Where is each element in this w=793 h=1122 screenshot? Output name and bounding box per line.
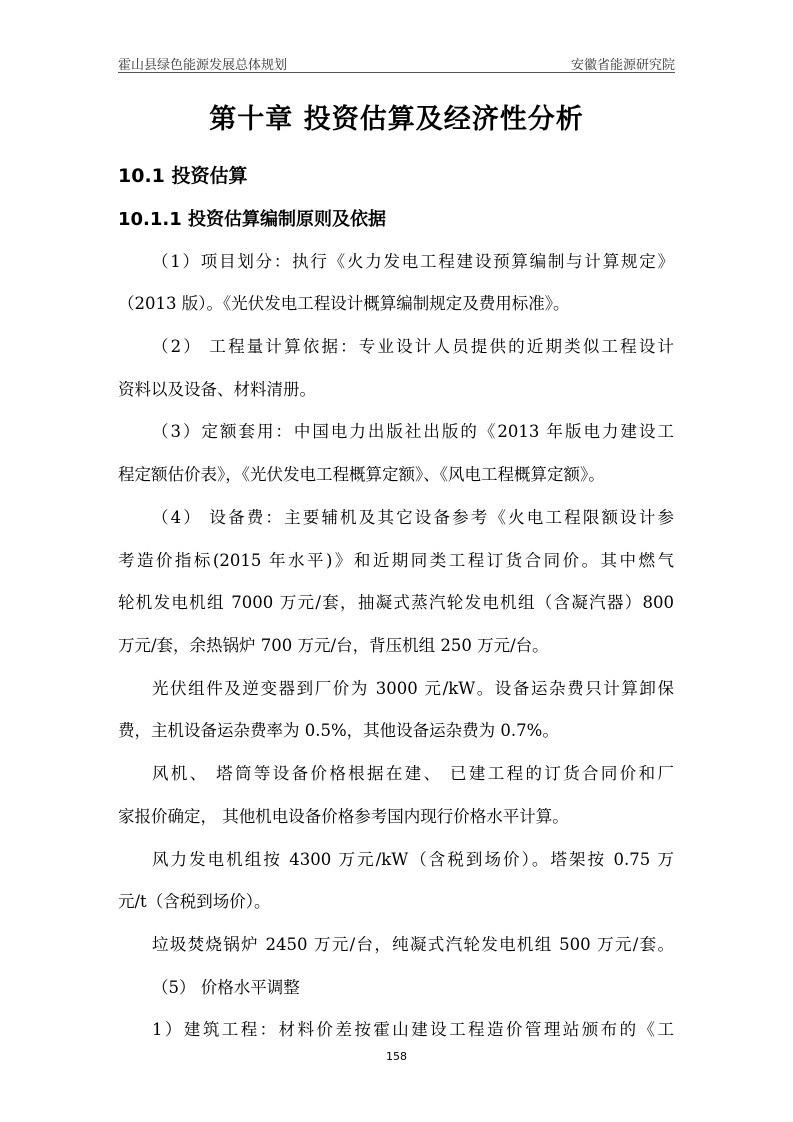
body-line: 资料以及设备、材料清册。 <box>118 380 316 399</box>
body-line: （4） 设备费：主要辅机及其它设备参考《火电工程限额设计参 <box>152 508 674 527</box>
body-line: （3）定额套用：中国电力出版社出版的《2013 年版电力建设工 <box>152 422 674 441</box>
section-heading: 10.1 投资估算 <box>118 165 248 187</box>
body-line: （5） 价格水平调整 <box>152 978 300 997</box>
header-document-title: 霍山县绿色能源发展总体规划 <box>118 58 288 73</box>
body-line: （1）项目划分：执行《火力发电工程建设预算编制与计算规定》 <box>152 252 674 271</box>
page-number: 158 <box>386 1050 407 1063</box>
body-line: （2013 版）。《光伏发电工程设计概算编制规定及费用标准》。 <box>118 294 570 313</box>
body-line: 垃圾焚烧锅炉 2450 万元/台，纯凝式汽轮发电机组 500 万元/套。 <box>152 935 674 954</box>
body-line: 风力发电机组按 4300 万元/kW（含税到场价）。塔架按 0.75 万 <box>152 850 674 869</box>
body-line: 家报价确定， 其他机电设备价格参考国内现行价格水平计算。 <box>118 807 569 826</box>
body-line: 元/t（含税到场价）。 <box>118 892 271 911</box>
header-organization: 安徽省能源研究院 <box>570 58 675 73</box>
chapter-title: 第十章 投资估算及经济性分析 <box>209 104 584 135</box>
header-divider <box>118 72 675 73</box>
body-line: 1）建筑工程：材料价差按霍山建设工程造价管理站颁布的《工 <box>152 1020 674 1039</box>
subsection-heading: 10.1.1 投资估算编制原则及依据 <box>118 209 387 230</box>
body-line: 轮机发电机组 7000 万元/套，抽凝式蒸汽轮发电机组（含凝汽器）800 <box>118 593 674 612</box>
body-line: 程定额估价表》，《光伏发电工程概算定额》、《风电工程概算定额》。 <box>118 465 605 484</box>
body-line: （2） 工程量计算依据：专业设计人员提供的近期类似工程设计 <box>152 337 674 356</box>
body-line: 风机、 塔筒等设备价格根据在建、 已建工程的订货合同价和厂 <box>152 764 674 783</box>
body-line: 考造价指标(2015 年水平)》和近期同类工程订货合同价。其中燃气 <box>118 551 674 570</box>
body-line: 万元/套，余热锅炉 700 万元/台，背压机组 250 万元/台。 <box>118 636 549 655</box>
page-header <box>118 52 675 74</box>
body-line: 费，主机设备运杂费率为 0.5%，其他设备运杂费为 0.7%。 <box>118 721 559 740</box>
body-line: 光伏组件及逆变器到厂价为 3000 元/kW。设备运杂费只计算卸保 <box>152 679 674 698</box>
